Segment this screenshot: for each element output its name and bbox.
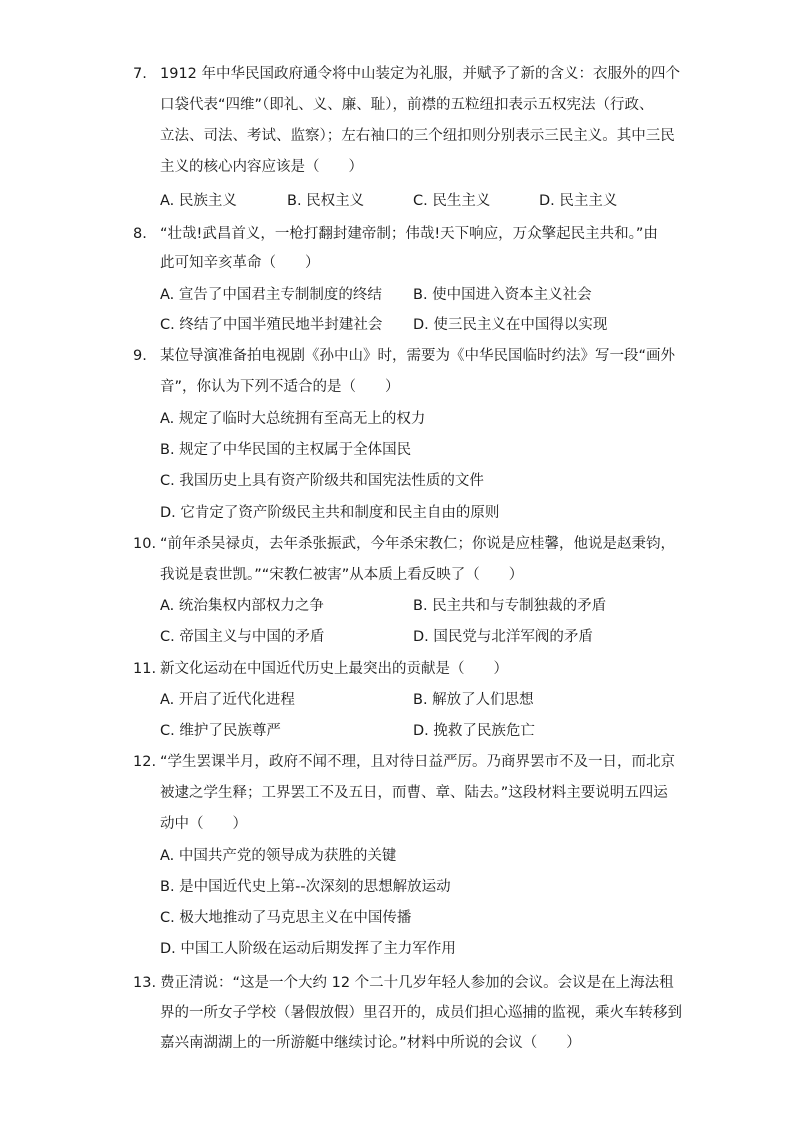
question-number: 7. bbox=[133, 66, 147, 82]
option-b: B. 民权主义 bbox=[287, 193, 365, 209]
option-c: C. 帝国主义与中国的矛盾 bbox=[160, 629, 325, 645]
option-b: B. 是中国近代史上第--次深刻的思想解放运动 bbox=[160, 879, 451, 895]
question-text-line: 1912 年中华民国政府通令将中山装定为礼服，并赋予了新的含义：衣服外的四个 bbox=[160, 66, 681, 82]
question-number: 10. bbox=[133, 536, 157, 552]
option-d: D. 中国工人阶级在运动后期发挥了主力军作用 bbox=[160, 941, 456, 957]
question-text-line: 费正清说：“这是一个大约 12 个二十几岁年轻人参加的会议。会议是在上海法租 bbox=[160, 975, 674, 991]
option-b: B. 规定了中华民国的主权属于全体国民 bbox=[160, 442, 412, 458]
question-text-line: 口袋代表“四维”（即礼、义、廉、耻），前襟的五粒纽扣表示五权宪法（行政、 bbox=[160, 97, 654, 113]
option-d: D. 国民党与北洋军阀的矛盾 bbox=[413, 629, 593, 645]
question-text-line: 被逮之学生释；工界罢工不及五日，而曹、章、陆去。”这段材料主要说明五四运 bbox=[160, 785, 668, 801]
option-a: A. 统治集权内部权力之争 bbox=[160, 598, 324, 614]
question-number: 12. bbox=[133, 754, 157, 770]
option-a: A. 规定了临时大总统拥有至高无上的权力 bbox=[160, 411, 426, 427]
option-b: B. 民主共和与专制独裁的矛盾 bbox=[413, 598, 607, 614]
option-d: D. 挽救了民族危亡 bbox=[413, 723, 535, 739]
question-text-line: 主义的核心内容应该是（ ） bbox=[160, 159, 363, 175]
question-text-line: 某位导演准备拍电视剧《孙中山》时，需要为《中华民国临时约法》写一段“画外 bbox=[160, 348, 676, 364]
question-number: 13. bbox=[133, 975, 157, 991]
option-d: D. 民主主义 bbox=[539, 193, 618, 209]
question-text-line: 嘉兴南湖湖上的一所游艇中继续讨论。”材料中所说的会议（ ） bbox=[160, 1035, 581, 1051]
question-number: 9. bbox=[133, 348, 147, 364]
option-c: C. 维护了民族尊严 bbox=[160, 723, 281, 739]
option-a: A. 中国共产党的领导成为获胜的关键 bbox=[160, 848, 397, 864]
question-text-line: 音”，你认为下列不适合的是（ ） bbox=[160, 379, 400, 395]
option-b: B. 解放了人们思想 bbox=[413, 692, 534, 708]
option-a: A. 开启了近代化进程 bbox=[160, 692, 295, 708]
option-d: D. 它肯定了资产阶级民主共和制度和民主自由的原则 bbox=[160, 505, 500, 521]
option-d: D. 使三民主义在中国得以实现 bbox=[413, 317, 608, 333]
question-text-line: 界的一所女子学校（暑假放假）里召开的，成员们担心巡捕的监视，乘火车转移到 bbox=[160, 1005, 682, 1021]
question-text-line: 新文化运动在中国近代历史上最突出的贡献是（ ） bbox=[160, 661, 508, 677]
option-b: B. 使中国进入资本主义社会 bbox=[413, 287, 592, 303]
question-text-line: 动中（ ） bbox=[160, 816, 247, 832]
option-c: C. 我国历史上具有资产阶级共和国宪法性质的文件 bbox=[160, 473, 484, 489]
option-c: C. 极大地推动了马克思主义在中国传播 bbox=[160, 910, 412, 926]
question-number: 11. bbox=[133, 661, 157, 677]
option-a: A. 宣告了中国君主专制制度的终结 bbox=[160, 287, 382, 303]
question-text-line: 立法、司法、考试、监察）；左右袖口的三个纽扣则分别表示三民主义。其中三民 bbox=[160, 128, 675, 144]
question-text-line: “壮哉!武昌首义，一枪打翻封建帝制；伟哉!天下响应，万众擎起民主共和。”由 bbox=[160, 226, 658, 242]
question-text-line: “学生罢课半月，政府不闻不理，且对待日益严厉。乃商界罢市不及一日，而北京 bbox=[160, 754, 676, 770]
option-a: A. 民族主义 bbox=[160, 193, 237, 209]
question-text-line: 我说是袁世凯。”“宋教仁被害”从本质上看反映了（ ） bbox=[160, 567, 524, 583]
option-c: C. 民生主义 bbox=[413, 193, 491, 209]
question-text-line: “前年杀吴禄贞，去年杀张振武，今年杀宋教仁；你说是应桂馨，他说是赵秉钧， bbox=[160, 536, 676, 552]
question-text-line: 此可知辛亥革命（ ） bbox=[160, 255, 320, 271]
option-c: C. 终结了中国半殖民地半封建社会 bbox=[160, 317, 383, 333]
question-number: 8. bbox=[133, 226, 147, 242]
